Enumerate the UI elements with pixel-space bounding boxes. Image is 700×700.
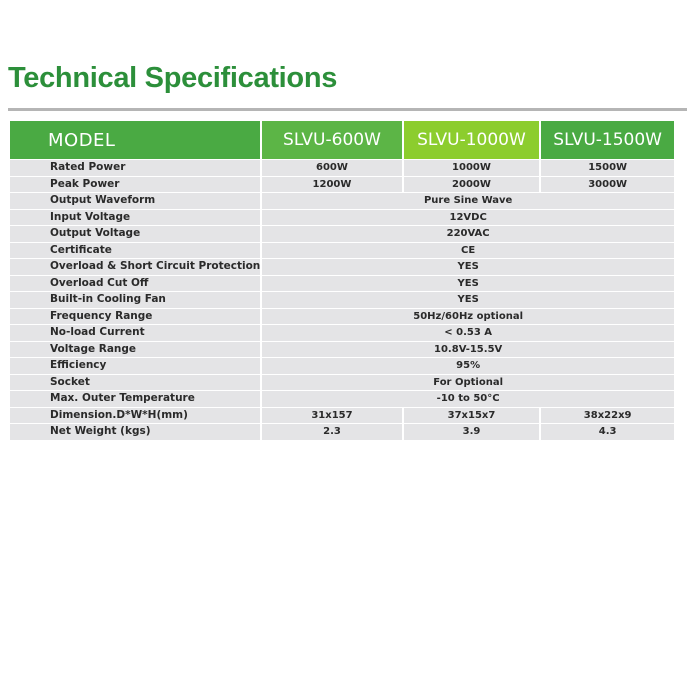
- spec-label: Max. Outer Temperature: [10, 391, 260, 407]
- table-row: [10, 342, 674, 358]
- spec-value: 2.3: [262, 424, 401, 440]
- spec-label: Efficiency: [10, 358, 260, 374]
- table-row: [10, 177, 674, 193]
- table-row: [10, 193, 674, 209]
- spec-value: YES: [262, 276, 674, 292]
- table-row: [10, 160, 674, 176]
- spec-value: 1500W: [541, 160, 674, 176]
- spec-label: Dimension.D*W*H(mm): [10, 408, 260, 424]
- spec-value: Pure Sine Wave: [262, 193, 674, 209]
- model-column-header: SLVU-1000W: [404, 121, 540, 159]
- spec-label: Peak Power: [10, 177, 260, 193]
- spec-value: < 0.53 A: [262, 325, 674, 341]
- spec-value: 38x22x9: [541, 408, 674, 424]
- spec-value: For Optional: [262, 375, 674, 391]
- spec-value: YES: [262, 292, 674, 308]
- table-row: [10, 226, 674, 242]
- table-row: [10, 375, 674, 391]
- spec-header-row: [10, 121, 674, 159]
- spec-label: Output Waveform: [10, 193, 260, 209]
- table-row: [10, 358, 674, 374]
- spec-value: -10 to 50°C: [262, 391, 674, 407]
- spec-value: 95%: [262, 358, 674, 374]
- spec-value: 220VAC: [262, 226, 674, 242]
- table-row: [10, 243, 674, 259]
- spec-value: YES: [262, 259, 674, 275]
- table-row: [10, 276, 674, 292]
- spec-value: 31x157: [262, 408, 401, 424]
- spec-label: Output Voltage: [10, 226, 260, 242]
- spec-value: 50Hz/60Hz optional: [262, 309, 674, 325]
- spec-value: 3000W: [541, 177, 674, 193]
- spec-value: 37x15x7: [404, 408, 540, 424]
- spec-value: CE: [262, 243, 674, 259]
- spec-value: 1200W: [262, 177, 401, 193]
- spec-label: Net Weight (kgs): [10, 424, 260, 440]
- spec-value: 1000W: [404, 160, 540, 176]
- spec-table: [8, 120, 676, 441]
- spec-value: 600W: [262, 160, 401, 176]
- model-header: MODEL: [10, 121, 260, 159]
- table-row: [10, 292, 674, 308]
- spec-label: Overload & Short Circuit Protection: [10, 259, 260, 275]
- spec-value: 3.9: [404, 424, 540, 440]
- table-row: [10, 309, 674, 325]
- spec-label: Socket: [10, 375, 260, 391]
- table-row: [10, 325, 674, 341]
- table-row: [10, 259, 674, 275]
- page-title: Technical Specifications: [8, 62, 338, 94]
- spec-label: No-load Current: [10, 325, 260, 341]
- spec-label: Certificate: [10, 243, 260, 259]
- model-column-header: SLVU-1500W: [541, 121, 674, 159]
- spec-label: Input Voltage: [10, 210, 260, 226]
- title-divider: [8, 108, 687, 111]
- spec-label: Voltage Range: [10, 342, 260, 358]
- table-row: [10, 424, 674, 440]
- spec-value: 2000W: [404, 177, 540, 193]
- spec-label: Rated Power: [10, 160, 260, 176]
- table-row: [10, 391, 674, 407]
- spec-label: Built-in Cooling Fan: [10, 292, 260, 308]
- table-row: [10, 408, 674, 424]
- table-row: [10, 210, 674, 226]
- spec-value: 4.3: [541, 424, 674, 440]
- model-column-header: SLVU-600W: [262, 121, 401, 159]
- spec-label: Frequency Range: [10, 309, 260, 325]
- spec-label: Overload Cut Off: [10, 276, 260, 292]
- spec-value: 10.8V-15.5V: [262, 342, 674, 358]
- spec-value: 12VDC: [262, 210, 674, 226]
